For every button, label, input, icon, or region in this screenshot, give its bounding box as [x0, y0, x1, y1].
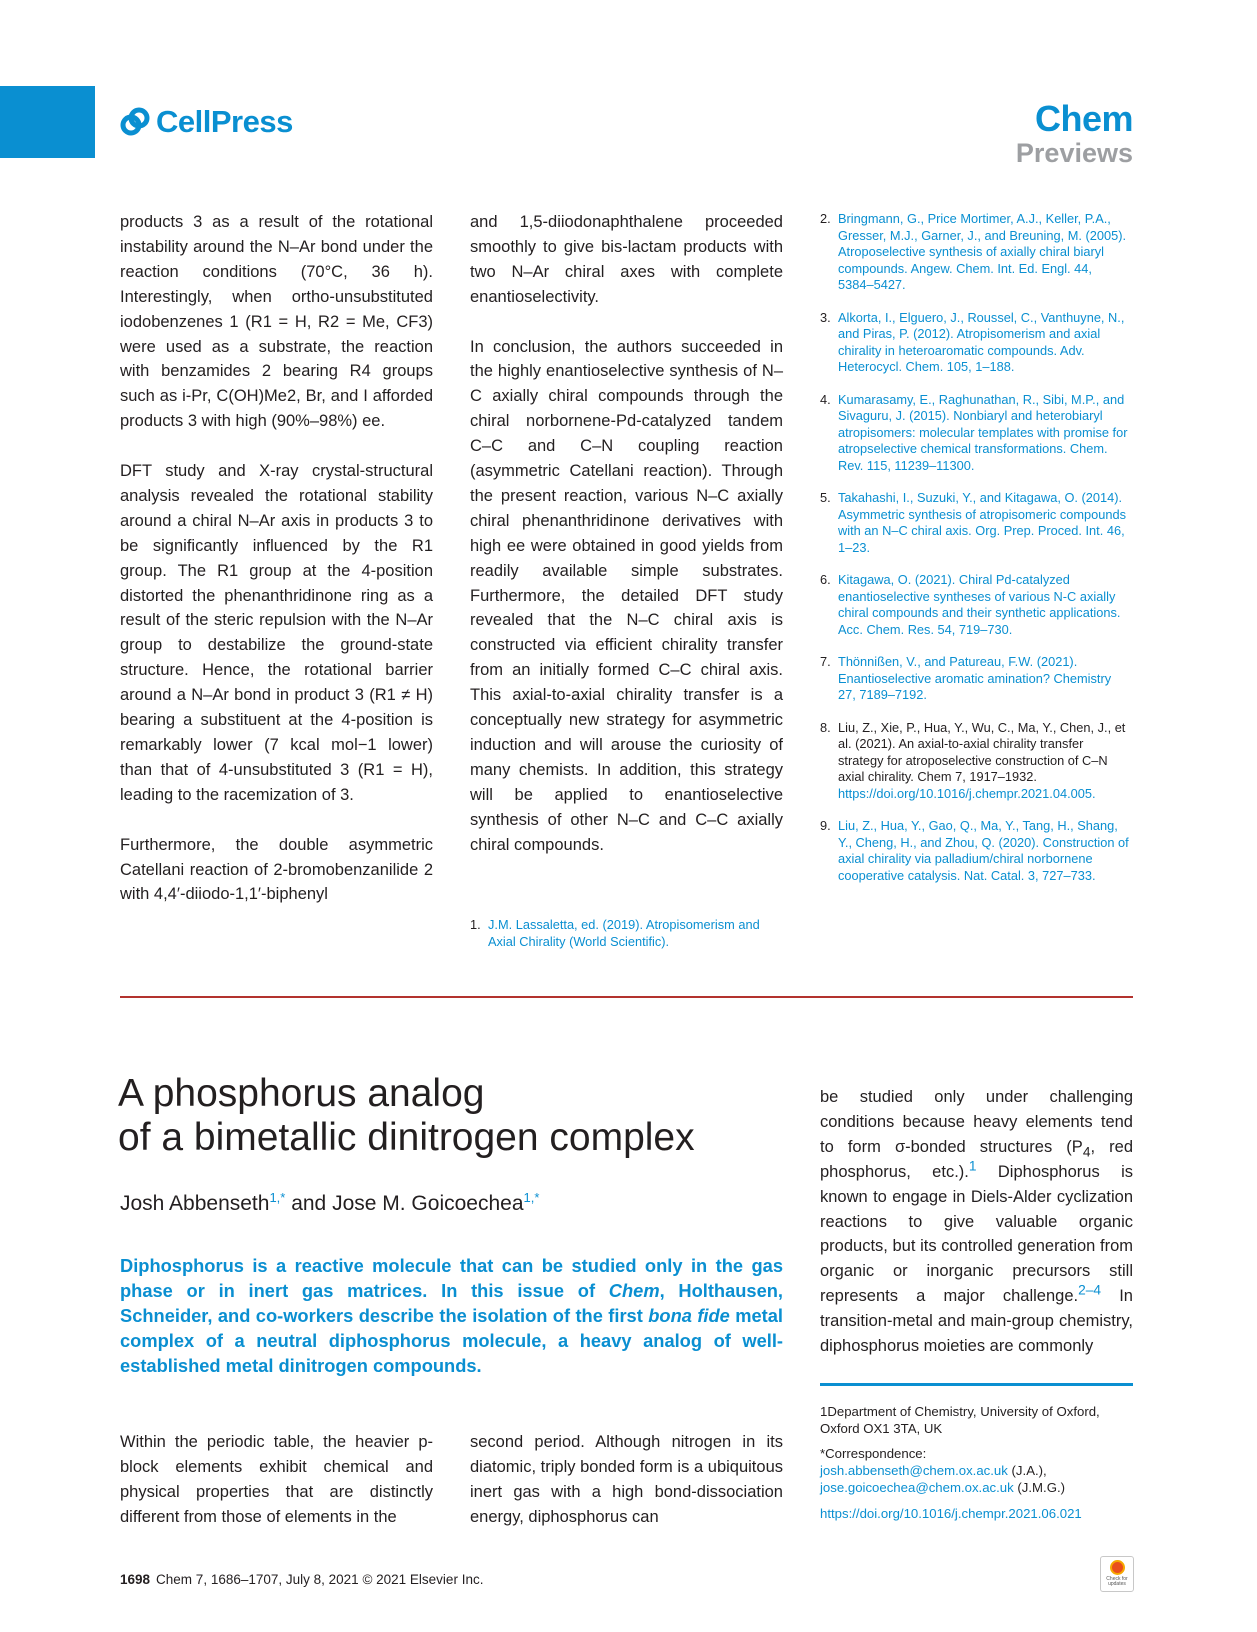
reference-text [838, 720, 1130, 803]
cellpress-logo[interactable] [120, 104, 293, 140]
author-2-affiliation[interactable]: 1,* [523, 1190, 540, 1205]
reference-4[interactable] [820, 392, 1130, 475]
affiliation: 1Department of Chemistry, University of Oxford, Oxford OX1 3TA, UK [820, 1404, 1100, 1436]
email-link-1[interactable]: josh.abbenseth@chem.ox.ac.uk [820, 1463, 1008, 1478]
body-column-1: Within the periodic table, the heavier p-block elements exhibit chemical and physical properties that are distinctly different from those of elements in the [120, 1433, 433, 1526]
reference-text[interactable]: Kumarasamy, E., Raghunathan, R., Sibi, M.P., and Sivaguru, J. (2015). Nonbiaryl and heterobiaryl atropisomers: molecular templates with promise for atropselective chemical transformations. Chem. Rev. 115, 11239–11300. [838, 391, 1128, 473]
footer-citation: Chem 7, 1686–1707, July 8, 2021 © 2021 Elsevier Inc. [156, 1572, 484, 1587]
reference-text[interactable]: Bringmann, G., Price Mortimer, A.J., Keller, P.A., Gresser, M.J., Garner, J., and Breuning, M. (2005). Atroposelective synthesis of axially chiral biaryl compounds. Angew. Chem. Int. Ed. Engl. 44, 5384–5427. [838, 211, 1127, 292]
reference-text[interactable]: Thönnißen, V., and Patureau, F.W. (2021). Enantioselective aromatic amination? Chemistry 27, 7189–7192. [838, 654, 1112, 702]
reference-7[interactable] [820, 654, 1130, 704]
reference-2[interactable] [820, 211, 1130, 294]
affiliation-block [820, 1403, 1140, 1496]
reference-5[interactable] [820, 490, 1130, 556]
article-title [118, 1072, 695, 1160]
abstract-italic: bona fide [648, 1305, 730, 1326]
paragraph: products 3 as a result of the rotational instability around the N–Ar bond under the reaction conditions (70°C, 36 h). Interestingly, when ortho-unsubstituted iodobenzenes 1 (R1 = H, R2 = Me, CF3) were used as a substrate, the reaction with benzamides 2 bearing R4 groups such as i-Pr, C(OH)Me2, Br, and I afforded products 3 with high (90%–98%) ee. [120, 213, 433, 431]
body-text: be studied only under challenging conditions because heavy elements tend to form σ-bonded structures (P [820, 1088, 1133, 1156]
author-1[interactable]: Josh Abbenseth [120, 1192, 270, 1215]
cellpress-icon [120, 107, 150, 137]
journal-name: Chem [1034, 98, 1133, 139]
reference-8[interactable] [820, 720, 1130, 803]
page-number: 1698 [120, 1572, 151, 1587]
title-line-2: of a bimetallic dinitrogen complex [118, 1116, 695, 1159]
paragraph: DFT study and X-ray crystal-structural analysis revealed the rotational stability around a chiral N–Ar axis in products 3 to be significantly influenced by the R1 group. The R1 group at the 4-position distorted the phenanthridinone ring as a result of the steric repulsion with the N–Ar group to destabilize the ground-state structure. Hence, the rotational barrier around a N–Ar bond in product 3 (R1 ≠ H) bearing a substituent at the 4-position is remarkably lower (7 kcal mol−1 lower) than that of 4-unsubstituted 3 (R1 = H), leading to the racemization of 3. [120, 462, 433, 804]
reference-number: 9. [820, 818, 831, 833]
reference-body: Liu, Z., Xie, P., Hua, Y., Wu, C., Ma, Y., Chen, J., et al. (2021). An axial-to-axial chirality transfer strategy for atroposelective construction of C–N axial chirality. Chem 7, 1917–1932. [838, 719, 1126, 784]
correspondence-line-2 [820, 1479, 1140, 1496]
abstract [120, 1253, 783, 1378]
reference-text[interactable]: Alkorta, I., Elguero, J., Roussel, C., Vanthuyne, N., and Piras, P. (2012). Atropisomerism and axial chirality in heteroaromatic compounds. Adv. Heterocycl. Chem. 105, 1–188. [838, 309, 1125, 374]
badge-label: Check for updates [1106, 1576, 1128, 1587]
abstract-journal: Chem [608, 1280, 660, 1301]
subscript: 4 [1082, 1144, 1091, 1160]
reference-6[interactable] [820, 572, 1130, 638]
reference-3[interactable] [820, 310, 1130, 376]
page-footer [120, 1572, 483, 1587]
check-for-updates-badge[interactable] [1100, 1556, 1134, 1592]
citation-link[interactable]: 2–4 [1078, 1282, 1102, 1298]
author-1-affiliation[interactable]: 1,* [269, 1190, 286, 1205]
author-2[interactable]: Jose M. Goicoechea [332, 1192, 524, 1215]
reference-text[interactable]: Takahashi, I., Suzuki, Y., and Kitagawa, O. (2014). Asymmetric synthesis of atropisomeric compounds with an N–C chiral axis. Org. Prep. Proced. Int. 46, 1–23. [838, 490, 1127, 555]
citation-link[interactable]: 1 [968, 1158, 977, 1174]
doi-link[interactable]: https://doi.org/10.1016/j.chempr.2021.06.021 [820, 1506, 1082, 1521]
paragraph: Furthermore, the double asymmetric Catellani reaction of 2-bromobenzanilide 2 with 4,4′-diiodo-1,1′-biphenyl [120, 835, 433, 904]
reference-doi-link[interactable]: https://doi.org/10.1016/j.chempr.2021.04.005. [838, 785, 1096, 801]
section-name: Previews [1015, 138, 1133, 168]
body-text: , red phosphorus, etc.). [820, 1137, 1133, 1181]
abstract-text: Diphosphorus is a reactive molecule that can be studied only in the gas phase or in inert gas matrices. In this issue of [120, 1255, 783, 1301]
article-divider [120, 996, 1133, 998]
brand-tab [0, 86, 95, 158]
correspondence-label: *Correspondence: [820, 1446, 927, 1461]
reference-number: 8. [820, 719, 831, 735]
body-text: In transition-metal and main-group chemistry, diphosphorus moieties are commonly [820, 1287, 1133, 1356]
abstract-text: metal complex of a neutral diphosphorus molecule, a heavy analog of well-established metal dinitrogen compounds. [120, 1305, 784, 1376]
reference-list [820, 211, 1130, 900]
journal-logo[interactable] [1016, 100, 1133, 168]
body-column-3 [820, 1085, 1133, 1359]
author-separator: and [285, 1192, 333, 1215]
email-suffix: (J.M.G.) [1013, 1480, 1066, 1495]
body-column-2: second period. Although nitrogen in its diatomic, triply bonded form is a ubiquitous inert gas with a high bond-dissociation energy, diphosphorus can [470, 1433, 783, 1526]
reference-number: 1. [470, 917, 481, 932]
prev-article-column-1 [120, 210, 433, 932]
reference-number: 5. [820, 490, 831, 505]
author-list [120, 1192, 539, 1216]
reference-text[interactable]: Liu, Z., Hua, Y., Gao, Q., Ma, Y., Tang, H., Shang, Y., Cheng, H., and Zhou, Q. (2020). Construction of axial chirality via palladium/chiral norbornene cooperative catalysis. Nat. Catal. 3, 727–733. [838, 818, 1129, 883]
reference-text[interactable]: J.M. Lassaletta, ed. (2019). Atropisomerism and Axial Chirality (World Scientific). [488, 917, 760, 949]
paragraph: and 1,5-diiodonaphthalene proceeded smoothly to give bis-lactam products with two N–Ar chiral axes with complete enantioselectivity. [470, 213, 783, 306]
reference-number: 3. [820, 309, 831, 325]
reference-9[interactable] [820, 818, 1130, 884]
reference-number: 2. [820, 211, 831, 226]
email-link-2[interactable]: jose.goicoechea@chem.ox.ac.uk [820, 1480, 1014, 1495]
paragraph: In conclusion, the authors succeeded in the highly enantioselective synthesis of N–C axially chiral compounds through the chiral norbornene-Pd-catalyzed tandem C–C and C–N coupling reaction (asymmetric Catellani reaction). Through the present reaction, various N–C axially chiral phenanthridinone derivatives with high ee were obtained in good yields from readily available simple substrates. Furthermore, the detailed DFT study revealed that the N–C chiral axis is constructed via efficient chirality transfer from an initially formed C–C chiral axis. This axial-to-axial chirality transfer is a conceptually new strategy for asymmetric induction and will arouse the curiosity of many chemists. In addition, this strategy will be applied to enantioselective synthesis of other N–C and C–C axially chiral compounds. [470, 337, 783, 854]
affiliation-rule [820, 1383, 1133, 1386]
publisher-name: CellPress [156, 104, 293, 139]
correspondence-line-1 [820, 1462, 1140, 1479]
prev-article-column-2 [470, 210, 783, 882]
reference-number: 7. [820, 654, 831, 669]
title-line-1: A phosphorus analog [118, 1072, 485, 1115]
abstract-text: , Holthausen, Schneider, and co-workers describe the isolation of the first [120, 1280, 784, 1326]
reference-1[interactable] [470, 917, 783, 950]
body-text: Diphosphorus is known to engage in Diels-Alder cyclization reactions to give valuable organic products, but its controlled generation from organic or inorganic precursors still represents a major challenge. [820, 1162, 1133, 1306]
email-suffix: (J.A.), [1007, 1463, 1047, 1478]
reference-number: 6. [820, 572, 831, 587]
reference-number: 4. [820, 391, 831, 407]
reference-text[interactable]: Kitagawa, O. (2021). Chiral Pd-catalyzed enantioselective syntheses of various N-C axially chiral compounds and their synthetic applications. Acc. Chem. Res. 54, 719–730. [838, 572, 1121, 637]
crossmark-icon [1110, 1560, 1125, 1575]
